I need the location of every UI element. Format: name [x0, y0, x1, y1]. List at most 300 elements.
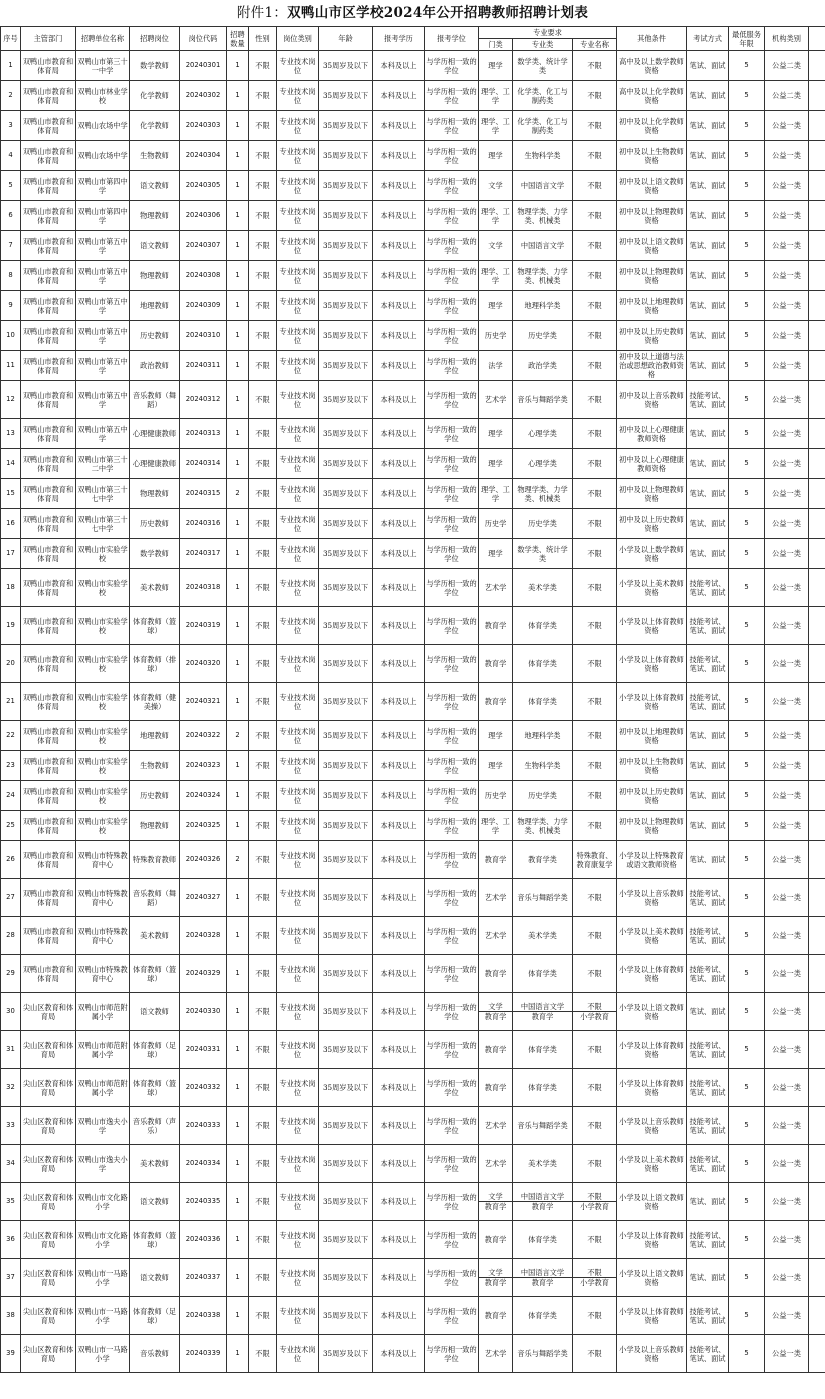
cell-dept: 双鸭山市教育和体育局 [21, 509, 76, 539]
cell-major-name-part: 小学教育 [580, 1202, 609, 1211]
cell-major-class: 教育学 [479, 841, 513, 879]
table-row [1, 917, 825, 955]
cell-post: 语文教师 [130, 993, 180, 1031]
cell-major-name: 不限 [573, 351, 617, 381]
cell-major-name: 不限 [573, 1145, 617, 1183]
cell-gender: 不限 [249, 1335, 277, 1373]
cell-post: 心理健康教师 [130, 419, 180, 449]
cell-edu: 本科及以上 [373, 141, 425, 171]
cell-major-class: 理学、工学 [479, 201, 513, 231]
cell-major-class: 理学、工学 [479, 81, 513, 111]
cell-extra [809, 569, 825, 607]
cell-major-type: 数学类、统计学类 [513, 51, 573, 81]
cell-code: 20240317 [180, 539, 227, 569]
cell-major-type: 地理科学类 [513, 721, 573, 751]
cell-org: 公益一类 [765, 171, 809, 201]
cell-degree: 与学历相一致的学位 [425, 879, 479, 917]
cell-major-type: 体育学类 [513, 645, 573, 683]
cell-count: 1 [227, 1259, 249, 1297]
cell-category: 专业技术岗位 [277, 291, 319, 321]
cell-other: 小学及以上美术教师资格 [617, 1145, 687, 1183]
cell-gender: 不限 [249, 449, 277, 479]
cell-code: 20240337 [180, 1259, 227, 1297]
cell-service: 5 [729, 1335, 765, 1373]
cell-other: 小学及以上语文教师资格 [617, 993, 687, 1031]
cell-org: 公益一类 [765, 261, 809, 291]
cell-exam: 笔试、面试 [687, 321, 729, 351]
cell-major-type: 音乐与舞蹈学类 [513, 879, 573, 917]
cell-extra [809, 1221, 825, 1259]
cell-major-name: 不限 [573, 51, 617, 81]
cell-category: 专业技术岗位 [277, 381, 319, 419]
cell-major-class: 理学 [479, 141, 513, 171]
table-row [1, 1297, 825, 1335]
cell-unit: 双鸭山市一马路小学 [76, 1297, 130, 1335]
cell-exam: 笔试、面试 [687, 841, 729, 879]
cell-other: 小学及以上体育教师资格 [617, 1069, 687, 1107]
cell-category: 专业技术岗位 [277, 955, 319, 993]
cell-dept: 双鸭山市教育和体育局 [21, 51, 76, 81]
cell-code: 20240330 [180, 993, 227, 1031]
cell-org: 公益一类 [765, 201, 809, 231]
cell-major-type: 地理科学类 [513, 291, 573, 321]
cell-seq: 27 [1, 879, 21, 917]
cell-extra [809, 781, 825, 811]
header-category: 岗位类别 [277, 27, 319, 51]
header-unit: 招聘单位名称 [76, 27, 130, 51]
cell-age: 35周岁及以下 [319, 1183, 373, 1221]
cell-service: 5 [729, 479, 765, 509]
cell-unit: 双鸭山市第三十七中学 [76, 509, 130, 539]
cell-dept: 双鸭山市教育和体育局 [21, 879, 76, 917]
cell-seq: 9 [1, 291, 21, 321]
cell-unit: 双鸭山市一马路小学 [76, 1259, 130, 1297]
cell-edu: 本科及以上 [373, 479, 425, 509]
header-dept: 主管部门 [21, 27, 76, 51]
cell-exam: 技能考试、笔试、面试 [687, 1069, 729, 1107]
cell-count: 1 [227, 607, 249, 645]
cell-org: 公益一类 [765, 683, 809, 721]
cell-service: 5 [729, 381, 765, 419]
cell-seq: 12 [1, 381, 21, 419]
cell-major-class: 教育学 [479, 1069, 513, 1107]
cell-service: 5 [729, 201, 765, 231]
cell-other: 小学及以上体育教师资格 [617, 1297, 687, 1335]
cell-degree: 与学历相一致的学位 [425, 1297, 479, 1335]
cell-gender: 不限 [249, 1221, 277, 1259]
cell-category: 专业技术岗位 [277, 781, 319, 811]
cell-major-name: 不限 [573, 1069, 617, 1107]
cell-major-class: 理学、工学 [479, 811, 513, 841]
table-row [1, 231, 825, 261]
cell-age: 35周岁及以下 [319, 81, 373, 111]
cell-service: 5 [729, 1145, 765, 1183]
cell-post: 美术教师 [130, 569, 180, 607]
cell-exam: 笔试、面试 [687, 993, 729, 1031]
cell-other: 初中及以上生物教师资格 [617, 141, 687, 171]
cell-extra [809, 955, 825, 993]
cell-major-type: 体育学类 [513, 1221, 573, 1259]
cell-major-type: 体育学类 [513, 955, 573, 993]
table-row [1, 781, 825, 811]
cell-other: 小学及以上数学教师资格 [617, 539, 687, 569]
cell-extra [809, 993, 825, 1031]
header-exam: 考试方式 [687, 27, 729, 51]
cell-post: 音乐教师（舞蹈） [130, 879, 180, 917]
cell-code: 20240306 [180, 201, 227, 231]
cell-other: 小学及以上语文教师资格 [617, 1183, 687, 1221]
cell-major-type: 音乐与舞蹈学类 [513, 381, 573, 419]
cell-category: 专业技术岗位 [277, 231, 319, 261]
cell-seq: 15 [1, 479, 21, 509]
cell-service: 5 [729, 917, 765, 955]
cell-dept: 尖山区教育和体育局 [21, 1145, 76, 1183]
cell-unit: 双鸭山市师范附属小学 [76, 993, 130, 1031]
cell-post: 体育教师（篮球） [130, 1221, 180, 1259]
cell-seq: 3 [1, 111, 21, 141]
cell-gender: 不限 [249, 81, 277, 111]
cell-exam: 笔试、面试 [687, 721, 729, 751]
cell-major-name: 不限 [573, 781, 617, 811]
cell-age: 35周岁及以下 [319, 539, 373, 569]
table-row [1, 1031, 825, 1069]
cell-seq: 26 [1, 841, 21, 879]
cell-org: 公益一类 [765, 381, 809, 419]
cell-seq: 22 [1, 721, 21, 751]
cell-major-name [573, 993, 617, 1031]
cell-extra [809, 51, 825, 81]
cell-gender: 不限 [249, 993, 277, 1031]
cell-count: 1 [227, 1183, 249, 1221]
cell-gender: 不限 [249, 917, 277, 955]
cell-exam: 技能考试、笔试、面试 [687, 917, 729, 955]
cell-degree: 与学历相一致的学位 [425, 419, 479, 449]
cell-exam: 笔试、面试 [687, 351, 729, 381]
cell-edu: 本科及以上 [373, 841, 425, 879]
cell-post: 物理教师 [130, 479, 180, 509]
cell-major-class: 理学、工学 [479, 479, 513, 509]
cell-other: 初中及以上心理健康教师资格 [617, 419, 687, 449]
cell-major-type-part: 中国语言文学 [513, 1002, 572, 1012]
cell-edu: 本科及以上 [373, 1335, 425, 1373]
cell-code: 20240320 [180, 645, 227, 683]
cell-exam: 技能考试、笔试、面试 [687, 1145, 729, 1183]
cell-exam: 技能考试、笔试、面试 [687, 1107, 729, 1145]
cell-category: 专业技术岗位 [277, 841, 319, 879]
cell-major-class: 艺术学 [479, 569, 513, 607]
cell-count: 1 [227, 231, 249, 261]
cell-other: 初中及以上化学教师资格 [617, 111, 687, 141]
cell-major-class-part: 教育学 [484, 1012, 507, 1021]
cell-post: 化学教师 [130, 111, 180, 141]
header-other: 其他条件 [617, 27, 687, 51]
cell-category: 专业技术岗位 [277, 811, 319, 841]
cell-edu: 本科及以上 [373, 111, 425, 141]
cell-unit: 双鸭山市第三十七中学 [76, 479, 130, 509]
cell-unit: 双鸭山市文化路小学 [76, 1221, 130, 1259]
cell-service: 5 [729, 419, 765, 449]
cell-major-name: 不限 [573, 645, 617, 683]
cell-service: 5 [729, 261, 765, 291]
cell-dept: 双鸭山市教育和体育局 [21, 811, 76, 841]
table-row [1, 721, 825, 751]
cell-seq: 17 [1, 539, 21, 569]
cell-age: 35周岁及以下 [319, 261, 373, 291]
recruitment-plan-table-wrapper [0, 26, 825, 1373]
cell-gender: 不限 [249, 141, 277, 171]
cell-dept: 双鸭山市教育和体育局 [21, 781, 76, 811]
cell-dept: 双鸭山市教育和体育局 [21, 449, 76, 479]
cell-org: 公益一类 [765, 781, 809, 811]
table-row [1, 955, 825, 993]
cell-code: 20240313 [180, 419, 227, 449]
cell-major-name: 不限 [573, 171, 617, 201]
cell-degree: 与学历相一致的学位 [425, 539, 479, 569]
cell-major-class: 艺术学 [479, 1107, 513, 1145]
cell-unit: 双鸭山市实验学校 [76, 781, 130, 811]
table-row [1, 261, 825, 291]
cell-unit: 双鸭山市第五中学 [76, 231, 130, 261]
header-degree: 报考学位 [425, 27, 479, 51]
cell-edu: 本科及以上 [373, 993, 425, 1031]
cell-edu: 本科及以上 [373, 539, 425, 569]
cell-unit: 双鸭山市第三十二中学 [76, 449, 130, 479]
cell-gender: 不限 [249, 291, 277, 321]
cell-degree: 与学历相一致的学位 [425, 351, 479, 381]
cell-count: 1 [227, 81, 249, 111]
cell-seq: 38 [1, 1297, 21, 1335]
cell-post: 体育教师（足球） [130, 1031, 180, 1069]
cell-major-type: 美术学类 [513, 569, 573, 607]
cell-degree: 与学历相一致的学位 [425, 171, 479, 201]
cell-gender: 不限 [249, 607, 277, 645]
table-row [1, 879, 825, 917]
cell-age: 35周岁及以下 [319, 645, 373, 683]
cell-service: 5 [729, 291, 765, 321]
cell-seq: 16 [1, 509, 21, 539]
header-seq: 序号 [1, 27, 21, 51]
cell-major-class: 艺术学 [479, 879, 513, 917]
cell-major-type: 心理学类 [513, 419, 573, 449]
cell-major-name: 不限 [573, 321, 617, 351]
cell-count: 1 [227, 381, 249, 419]
cell-extra [809, 1145, 825, 1183]
cell-post: 美术教师 [130, 1145, 180, 1183]
cell-major-type [513, 1183, 573, 1221]
cell-seq: 29 [1, 955, 21, 993]
cell-major-type [513, 993, 573, 1031]
cell-dept: 尖山区教育和体育局 [21, 1069, 76, 1107]
cell-major-name: 不限 [573, 81, 617, 111]
header-major-group: 专业要求 [479, 27, 617, 39]
cell-post: 物理教师 [130, 811, 180, 841]
cell-category: 专业技术岗位 [277, 1259, 319, 1297]
cell-service: 5 [729, 81, 765, 111]
cell-major-type: 音乐与舞蹈学类 [513, 1335, 573, 1373]
table-row [1, 111, 825, 141]
cell-category: 专业技术岗位 [277, 917, 319, 955]
cell-other: 小学及以上音乐教师资格 [617, 1107, 687, 1145]
cell-code: 20240318 [180, 569, 227, 607]
cell-extra [809, 1031, 825, 1069]
cell-org: 公益一类 [765, 351, 809, 381]
cell-edu: 本科及以上 [373, 1259, 425, 1297]
cell-other: 小学及以上体育教师资格 [617, 645, 687, 683]
cell-age: 35周岁及以下 [319, 841, 373, 879]
cell-major-class: 理学、工学 [479, 261, 513, 291]
cell-major-name: 不限 [573, 141, 617, 171]
cell-count: 1 [227, 1069, 249, 1107]
cell-org: 公益一类 [765, 811, 809, 841]
cell-seq: 8 [1, 261, 21, 291]
cell-gender: 不限 [249, 381, 277, 419]
cell-dept: 双鸭山市教育和体育局 [21, 841, 76, 879]
cell-code: 20240308 [180, 261, 227, 291]
cell-major-type: 历史学类 [513, 509, 573, 539]
cell-seq: 18 [1, 569, 21, 607]
cell-other: 初中及以上地理教师资格 [617, 721, 687, 751]
cell-category: 专业技术岗位 [277, 569, 319, 607]
cell-post: 体育教师（排球） [130, 645, 180, 683]
cell-service: 5 [729, 539, 765, 569]
cell-age: 35周岁及以下 [319, 879, 373, 917]
cell-exam: 笔试、面试 [687, 539, 729, 569]
cell-major-class: 理学 [479, 291, 513, 321]
table-row [1, 449, 825, 479]
cell-degree: 与学历相一致的学位 [425, 955, 479, 993]
cell-major-type: 物理学类、力学类、机械类 [513, 479, 573, 509]
cell-dept: 双鸭山市教育和体育局 [21, 81, 76, 111]
cell-age: 35周岁及以下 [319, 231, 373, 261]
cell-degree: 与学历相一致的学位 [425, 141, 479, 171]
cell-seq: 6 [1, 201, 21, 231]
cell-category: 专业技术岗位 [277, 1145, 319, 1183]
cell-post: 体育教师（健美操） [130, 683, 180, 721]
cell-unit: 双鸭山市实验学校 [76, 539, 130, 569]
cell-gender: 不限 [249, 201, 277, 231]
cell-major-type: 历史学类 [513, 781, 573, 811]
cell-org: 公益一类 [765, 141, 809, 171]
cell-post: 美术教师 [130, 917, 180, 955]
cell-major-type: 物理学类、力学类、机械类 [513, 261, 573, 291]
cell-other: 初中及以上物理教师资格 [617, 811, 687, 841]
table-row [1, 607, 825, 645]
table-row [1, 1107, 825, 1145]
table-row [1, 479, 825, 509]
cell-age: 35周岁及以下 [319, 1259, 373, 1297]
cell-other: 初中及以上语文教师资格 [617, 171, 687, 201]
cell-service: 5 [729, 607, 765, 645]
cell-major-class: 理学、工学 [479, 111, 513, 141]
cell-code: 20240311 [180, 351, 227, 381]
cell-extra [809, 917, 825, 955]
cell-post: 物理教师 [130, 201, 180, 231]
cell-dept: 双鸭山市教育和体育局 [21, 479, 76, 509]
cell-exam: 技能考试、笔试、面试 [687, 1297, 729, 1335]
cell-degree: 与学历相一致的学位 [425, 479, 479, 509]
table-row [1, 351, 825, 381]
cell-exam: 笔试、面试 [687, 509, 729, 539]
cell-post: 音乐教师（舞蹈） [130, 381, 180, 419]
cell-degree: 与学历相一致的学位 [425, 509, 479, 539]
cell-dept: 尖山区教育和体育局 [21, 1221, 76, 1259]
table-row [1, 419, 825, 449]
cell-edu: 本科及以上 [373, 1297, 425, 1335]
table-row [1, 569, 825, 607]
cell-major-class-part: 教育学 [484, 1202, 507, 1211]
cell-org: 公益一类 [765, 539, 809, 569]
cell-degree: 与学历相一致的学位 [425, 201, 479, 231]
cell-code: 20240335 [180, 1183, 227, 1221]
cell-count: 1 [227, 449, 249, 479]
cell-category: 专业技术岗位 [277, 351, 319, 381]
cell-unit: 双鸭山市实验学校 [76, 569, 130, 607]
cell-edu: 本科及以上 [373, 645, 425, 683]
cell-major-name: 不限 [573, 509, 617, 539]
cell-unit: 双鸭山市第五中学 [76, 351, 130, 381]
cell-org: 公益一类 [765, 1069, 809, 1107]
cell-extra [809, 879, 825, 917]
cell-unit: 双鸭山市实验学校 [76, 751, 130, 781]
cell-age: 35周岁及以下 [319, 381, 373, 419]
cell-org: 公益一类 [765, 479, 809, 509]
cell-age: 35周岁及以下 [319, 351, 373, 381]
cell-major-name: 不限 [573, 261, 617, 291]
cell-age: 35周岁及以下 [319, 1297, 373, 1335]
cell-degree: 与学历相一致的学位 [425, 1031, 479, 1069]
cell-age: 35周岁及以下 [319, 1107, 373, 1145]
cell-exam: 技能考试、笔试、面试 [687, 1335, 729, 1373]
cell-extra [809, 645, 825, 683]
cell-major-type: 美术学类 [513, 1145, 573, 1183]
cell-other: 初中及以上语文教师资格 [617, 231, 687, 261]
cell-code: 20240315 [180, 479, 227, 509]
cell-major-name-part: 不限 [573, 1192, 616, 1202]
cell-seq: 37 [1, 1259, 21, 1297]
cell-major-type: 中国语言文学 [513, 171, 573, 201]
cell-major-class: 历史学 [479, 781, 513, 811]
cell-gender: 不限 [249, 231, 277, 261]
header-gender: 性别 [249, 27, 277, 51]
cell-gender: 不限 [249, 683, 277, 721]
cell-gender: 不限 [249, 751, 277, 781]
cell-code: 20240332 [180, 1069, 227, 1107]
cell-unit: 双鸭山市第四中学 [76, 171, 130, 201]
cell-org: 公益一类 [765, 1221, 809, 1259]
cell-seq: 10 [1, 321, 21, 351]
cell-edu: 本科及以上 [373, 321, 425, 351]
cell-major-class: 教育学 [479, 607, 513, 645]
cell-major-class: 理学 [479, 51, 513, 81]
cell-count: 2 [227, 479, 249, 509]
cell-unit: 双鸭山市特殊教育中心 [76, 917, 130, 955]
cell-major-name: 不限 [573, 879, 617, 917]
cell-edu: 本科及以上 [373, 1069, 425, 1107]
cell-org: 公益一类 [765, 721, 809, 751]
cell-edu: 本科及以上 [373, 1221, 425, 1259]
cell-major-type-part: 教育学 [531, 1012, 554, 1021]
cell-category: 专业技术岗位 [277, 683, 319, 721]
cell-exam: 笔试、面试 [687, 51, 729, 81]
cell-other: 小学及以上体育教师资格 [617, 1031, 687, 1069]
cell-category: 专业技术岗位 [277, 201, 319, 231]
title-prefix: 附件1： [236, 5, 288, 21]
table-row [1, 1335, 825, 1373]
cell-org: 公益一类 [765, 841, 809, 879]
cell-unit: 双鸭山市特殊教育中心 [76, 879, 130, 917]
cell-degree: 与学历相一致的学位 [425, 1107, 479, 1145]
cell-seq: 2 [1, 81, 21, 111]
